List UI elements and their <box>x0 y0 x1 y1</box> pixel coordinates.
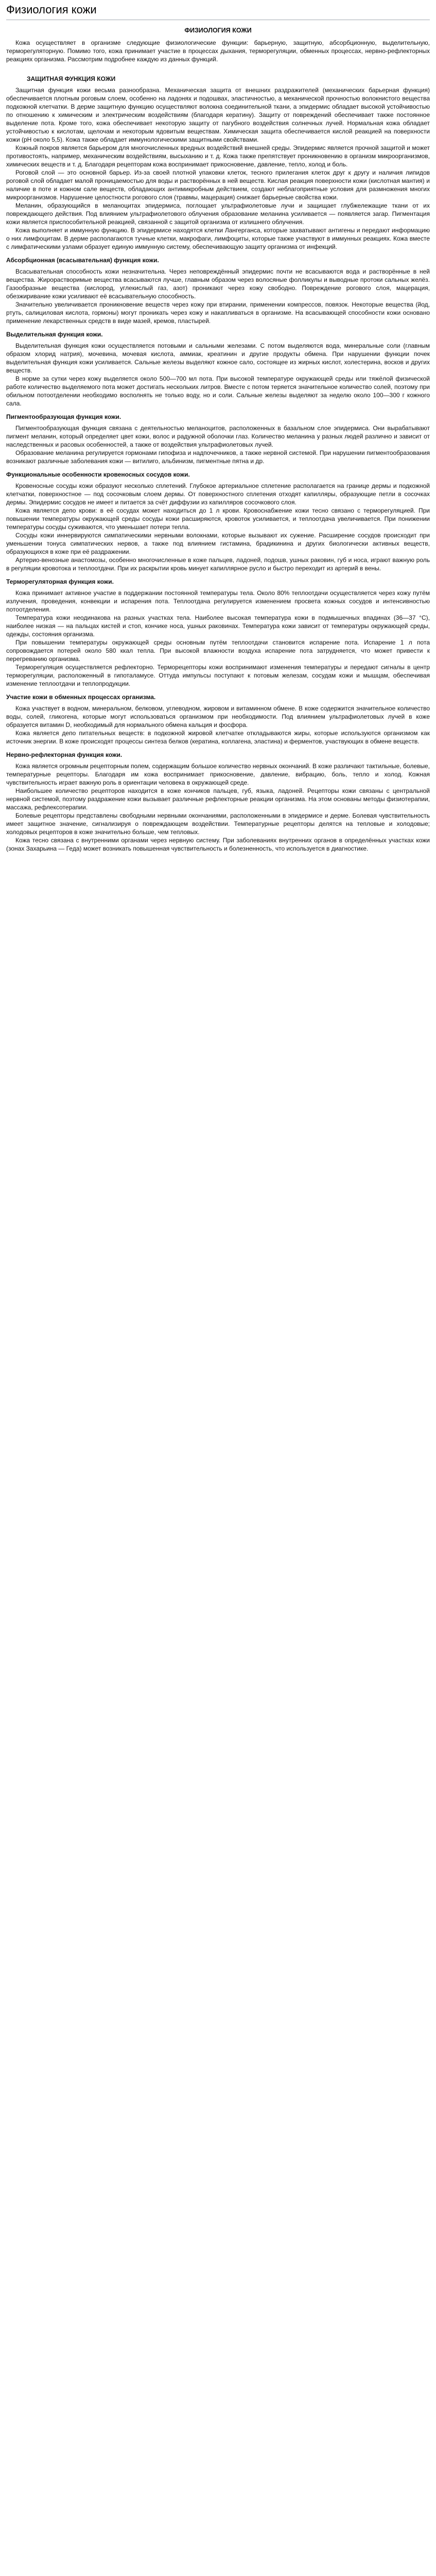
section-paragraph: Пигментообразующая функция связана с деятельностью меланоцитов, расположенных в базальном слое эпидермиса. Они вырабатывают пигмент меланин, который определяет цвет кожи, волос и радужной оболочки глаз. Количество меланина у разных людей различно и зависит от наследственных и расовых особенностей, а также от воздействия ультрафиолетовых лучей. <box>6 425 430 448</box>
article-heading: ФИЗИОЛОГИЯ КОЖИ <box>184 27 252 34</box>
page <box>0 0 436 863</box>
section-title: Абсорбционная (всасывательная) функция кожи. <box>6 257 159 264</box>
section-title: Нервно-рефлекторная функция кожи. <box>6 751 123 758</box>
page-title: Физиология кожи <box>6 3 430 20</box>
section-paragraph: Выделительная функция кожи осуществляется потовыми и сальными железами. С потом выделяются вода, минеральные соли (главным образом хлорид натрия), мочевина, мочевая кислота, аммиак, креатинин и другие продукты обмена. При нарушении функции почек выделительная функция кожи усиливается. Сальные железы выделяют кожное сало, состоящее из жирных кислот, холестерина, восков и других веществ. <box>6 342 430 374</box>
section-paragraph: Кожный покров является барьером для многочисленных вредных воздействий внешней среды. Эпидермис является прочной защитой и может противостоять, например, механическим воздействиям, высыханию и т. д. Кожа также препятствует проникновению в организм микроорганизмов, химических веществ и т. д. Благодаря рецепторам кожа воспринимает прикосновение, давление, тепло, холод и боль. <box>6 144 430 168</box>
section-paragraph: Образование меланина регулируется гормонами гипофиза и надпочечников, а также нервной системой. При нарушении пигментообразования возникают различные заболевания кожи — витилиго, альбинизм, пигментные пятна и др. <box>6 449 430 465</box>
section-title: Участие кожи в обменных процессах организма. <box>6 693 156 701</box>
section-paragraph: Сосуды кожи иннервируются симпатическими нервными волокнами, которые вызывают их сужение. Расширение сосудов происходит при уменьшении тонуса симпатических нервов, а также под влиянием гистамина, брадикинина и других биологически активных веществ, образующихся в коже при её раздражении. <box>6 532 430 555</box>
section-paragraph: Кожа тесно связана с внутренними органами через нервную систему. При заболеваниях внутренних органов в определённых участках кожи (зонах Захарьина — Геда) может возникать повышенная чувствительность и болезненность, что используется в диагностике. <box>6 837 430 852</box>
section-paragraph: Роговой слой — это основной барьер. Из-за своей плотной упаковки клеток, тесного прилегания клеток друг к другу и наличия липидов роговой слой обладает малой проницаемостью для воды и растворённых в ней веществ. Кислая реакция поверхности кожи (кислотная мантия) и наличие в поте и кожном сале веществ, обладающих антимикробным действием, создают неблагоприятные условия для размножения многих микроорганизмов. Нарушение целостности рогового слоя (травмы, мацерация) снижает барьерные свойства кожи. <box>6 169 430 201</box>
section-paragraph: Защитная функция кожи весьма разнообразна. Механическая защита от внешних раздражителей (механических барьерная функция) обеспечивается плотным роговым слоем, особенно на ладонях и подошвах, эластичностью, а механической прочностью волокнистого вещества подкожной клетчатки. В дерме защитную функцию осуществляют волокна соединительной ткани, а эпидермис обладает высокой устойчивостью по отношению к химическим и электрическим воздействиям (благодаря кератину). Защиту от повреждений обеспечивает также постоянное выделение пота. Кроме того, кожа обеспечивает некоторую защиту от пагубного воздействия солнечных лучей. Нормальная кожа обладает устойчивостью к кислотам, щелочам и некоторым ядовитым веществам. Химическая защита обеспечивается кислой реакцией на поверхности кожи (pH около 5,5). Кожа также обладает иммунологическими защитными свойствами. <box>6 87 430 143</box>
section-title: Функциональные особенности кровеносных сосудов кожи. <box>6 471 190 478</box>
article-body <box>6 26 430 853</box>
section <box>6 693 430 745</box>
section <box>6 413 430 465</box>
section-paragraph: Кожа является депо питательных веществ: в подкожной жировой клетчатке откладываются жиры, которые используются организмом как источник энергии. В коже происходят процессы синтеза белков (кератина, коллагена, эластина) и ферментов, участвующих в обмене веществ. <box>6 730 430 745</box>
section-paragraph: Кровеносные сосуды кожи образуют несколько сплетений. Глубокое артериальное сплетение располагается на границе дермы и подкожной клетчатки, поверхностное — под сосочковым слоем дермы. От поверхностного сплетения отходят капилляры, образующие петли в сосочках дермы. Эпидермис сосудов не имеет и питается за счёт диффузии из капилляров сосочкового слоя. <box>6 482 430 506</box>
section-title: Пигментообразующая функция кожи. <box>6 413 121 420</box>
section-paragraph: Болевые рецепторы представлены свободными нервными окончаниями, расположенными в эпидермисе и дерме. Болевая чувствительность имеет защитное значение, сигнализируя о повреждающем воздействии. Температурные рецепторы делятся на тепловые и холодовые; холодовых рецепторов в коже значительно больше, чем тепловых. <box>6 812 430 836</box>
section-paragraph: Терморегуляция осуществляется рефлекторно. Терморецепторы кожи воспринимают изменения температуры и передают сигналы в центр терморегуляции, расположенный в гипоталамусе. Оттуда импульсы поступают к потовым железам, сосудам кожи и мышцам, обеспечивая изменение теплоотдачи и теплопродукции. <box>6 664 430 687</box>
section-title: ЗАЩИТНАЯ ФУНКЦИЯ КОЖИ <box>27 75 116 82</box>
section <box>6 256 430 325</box>
section <box>6 578 430 688</box>
section-paragraph: Кожа участвует в водном, минеральном, белковом, углеводном, жировом и витаминном обмене. В коже содержится значительное количество воды, солей, гликогена, которые могут использоваться организмом при необходимости. Под влиянием ультрафиолетовых лучей в коже образуется витамин D, необходимый для нормального обмена кальция и фосфора. <box>6 705 430 728</box>
section <box>6 330 430 408</box>
section-paragraph: Кожа выполняет и иммунную функцию. В эпидермисе находятся клетки Лангерганса, которые захватывают антигены и передают информацию о них лимфоцитам. В дерме располагаются тучные клетки, макрофаги, лимфоциты, которые также участвуют в иммунных реакциях. Кожа вместе с лимфатическими узлами образует единую иммунную систему, обеспечивающую защиту организма от инфекций. <box>6 227 430 250</box>
section-paragraph: Температура кожи неодинакова на разных участках тела. Наиболее высокая температура кожи в подмышечных впадинах (36—37 °С), наиболее низкая — на пальцах кистей и стоп, кончике носа, ушных раковинах. Температура кожи зависит от температуры окружающей среды, одежды, состояния организма. <box>6 614 430 638</box>
section <box>6 751 430 853</box>
section-paragraph: Наибольшее количество рецепторов находится в коже кончиков пальцев, губ, языка, ладоней. Рецепторы кожи связаны с центральной нервной системой, поэтому раздражение кожи вызывает различные рефлекторные реакции организма. На этом основаны методы физиотерапии, массажа, рефлексотерапии. <box>6 787 430 811</box>
section-paragraph: Значительно увеличивается проникновение веществ через кожу при втирании, применении компрессов, повязок. Некоторые вещества (йод, ртуть, салициловая кислота, гормоны) могут проникать через кожу и накапливаться в организме. На всасывающей способности кожи основано применение лекарственных средств в виде мазей, кремов, пластырей. <box>6 301 430 325</box>
section-paragraph: Кожа является депо крови: в её сосудах может находиться до 1 л крови. Кровоснабжение кожи тесно связано с терморегуляцией. При повышении температуры окружающей среды сосуды кожи расширяются, кровоток усиливается, и теплоотдача увеличивается. При понижении температуры сосуды суживаются, что уменьшает потери тепла. <box>6 507 430 531</box>
spacer <box>6 63 430 70</box>
section-title: Терморегуляторная функция кожи. <box>6 578 114 585</box>
section-paragraph: В норме за сутки через кожу выделяется около 500—700 мл пота. При высокой температуре окружающей среды или тяжёлой физической работе количество выделяемого пота может достигать нескольких литров. Вместе с потом теряется значительное количество солей, поэтому при обильном потоотделении необходимо восполнять не только воду, но и соли. Сальные железы выделяют за неделю около 100—300 г кожного сала. <box>6 375 430 407</box>
section-paragraph: Кожа принимает активное участие в поддержании постоянной температуры тела. Около 80% теплоотдачи осуществляется через кожу путём излучения, проведения, конвекции и испарения пота. Теплоотдача регулируется изменением просвета кожных сосудов и интенсивностью потоотделения. <box>6 589 430 613</box>
section-paragraph: Кожа является огромным рецепторным полем, содержащим большое количество нервных окончаний. В коже различают тактильные, болевые, температурные рецепторы. Благодаря им кожа воспринимает прикосновение, давление, вибрацию, боль, тепло и холод. Кожная чувствительность играет важную роль в ориентации человека в окружающей среде. <box>6 762 430 786</box>
section-paragraph: Всасывательная способность кожи незначительна. Через неповреждённый эпидермис почти не всасываются вода и растворённые в ней вещества. Жирорастворимые вещества всасываются лучше, главным образом через волосяные фолликулы и выводные протоки сальных желёз. Газообразные вещества (кислород, углекислый газ, азот) проникают через кожу свободно. Повреждение рогового слоя, мацерация, обезжиривание кожи усиливают её всасывательную способность. <box>6 268 430 300</box>
section-title: Выделительная функция кожи. <box>6 331 103 338</box>
section-paragraph: Меланин, образующийся в меланоцитах эпидермиса, поглощает ультрафиолетовые лучи и защищает глубжележащие ткани от их повреждающего действия. Под влиянием ультрафиолетового облучения образование меланина усиливается — появляется загар. Пигментация кожи является приспособительной реакцией, связанной с защитой организма от излишнего облучения. <box>6 202 430 226</box>
intro-paragraph: Кожа осуществляет в организме следующие физиологические функции: барьерную, защитную, абсорбционную, выделительную, терморегуляторную. Помимо того, кожа принимает участие в процессах дыхания, терморегуляции, обменных процессах, нервно-рефлекторных реакциях организма. Рассмотрим подробнее каждую из данных функций. <box>6 39 430 63</box>
section <box>6 75 430 251</box>
sections <box>6 75 430 853</box>
section-paragraph: При повышении температуры окружающей среды основным путём теплоотдачи становится испарение пота. Испарение 1 л пота сопровождается потерей около 580 ккал тепла. При высокой влажности воздуха испарение пота затрудняется, что может привести к перегреванию организма. <box>6 639 430 663</box>
section <box>6 470 430 572</box>
section-paragraph: Артерио-венозные анастомозы, особенно многочисленные в коже пальцев, ладоней, подошв, ушных раковин, губ и носа, играют важную роль в регуляции кровотока и теплоотдачи. При их раскрытии кровь минует капиллярное русло и быстро переходит из артерий в вены. <box>6 556 430 572</box>
